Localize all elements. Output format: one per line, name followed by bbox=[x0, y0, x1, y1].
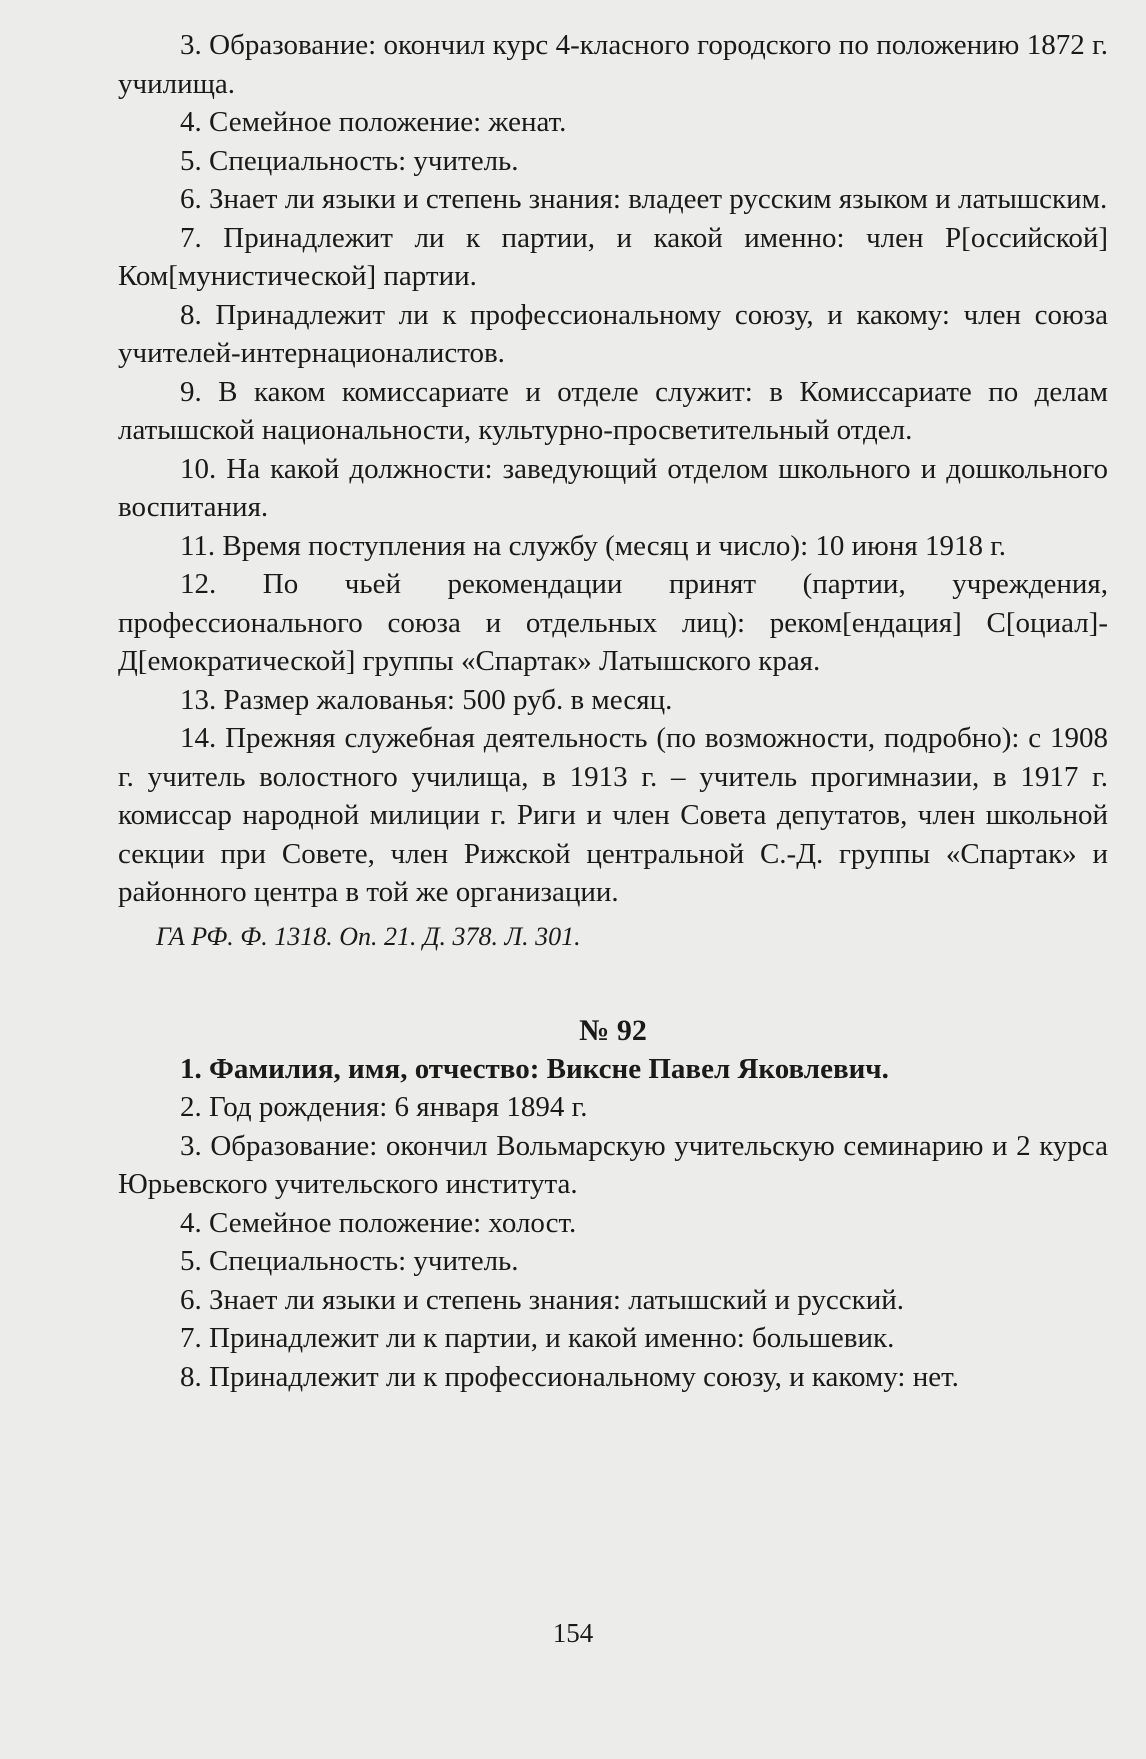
item-family-status: 4. Семейное положение: женат. bbox=[180, 106, 567, 138]
document-number: № 92 bbox=[579, 1013, 647, 1047]
record-next bbox=[118, 1012, 1108, 1397]
item-languages: 6. Знает ли языки и степень знания: латышский и русский. bbox=[180, 1283, 905, 1316]
item-start-date: 11. Время поступления на службу (месяц и число): 10 июня 1918 г. bbox=[180, 529, 1007, 562]
item-union: 8. Принадлежит ли к профессиональному союзу, и какому: нет. bbox=[180, 1360, 959, 1393]
item-position: 10. На какой должности: заведующий отделом школьного и дошкольного воспитания. bbox=[118, 452, 1108, 523]
item-education: 3. Образование: окончил курс 4-класного городского по положению 1872 г. училища. bbox=[118, 29, 1108, 100]
record-prev bbox=[118, 26, 1108, 956]
item-party: 7. Принадлежит ли к партии, и какой именно: большевик. bbox=[180, 1322, 895, 1354]
item-party: 7. Принадлежит ли к партии, и какой именно: член Р[оссийской] Ком[мунистической] партии. bbox=[118, 221, 1108, 292]
item-recommendation: 12. По чьей рекомендации принят (партии, учреждения, профессионального союза и отдельных лиц): реком[ендация] С[оциал]-Д[емократической] группы «Спартак» Латышского края. bbox=[118, 568, 1108, 677]
item-specialty: 5. Специальность: учитель. bbox=[180, 1245, 519, 1277]
item-salary: 13. Размер жалованья: 500 руб. в месяц. bbox=[180, 683, 673, 716]
item-union: 8. Принадлежит ли к профессиональному союзу, и какому: член союза учителей-интернационалистов. bbox=[118, 298, 1108, 369]
item-full-name: 1. Фамилия, имя, отчество: Виксне Павел Яковлевич. bbox=[180, 1052, 889, 1085]
item-birth-year: 2. Год рождения: 6 января 1894 г. bbox=[180, 1091, 588, 1123]
item-commissariat: 9. В каком комиссариате и отделе служит: в Комиссариате по делам латышской национальности, культурно-просветительный отдел. bbox=[118, 375, 1108, 446]
archive-source: ГА РФ. Ф. 1318. Оп. 21. Д. 378. Л. 301. bbox=[156, 921, 581, 951]
item-specialty: 5. Специальность: учитель. bbox=[180, 144, 519, 177]
item-languages: 6. Знает ли языки и степень знания: владеет русским языком и латышским. bbox=[180, 183, 1108, 215]
item-family-status: 4. Семейное положение: холост. bbox=[180, 1206, 577, 1239]
page-number: 154 bbox=[552, 1618, 594, 1648]
item-education: 3. Образование: окончил Вольмарскую учительскую семинарию и 2 курса Юрьевского учительского института. bbox=[118, 1129, 1108, 1200]
item-previous-service: 14. Прежняя служебная деятельность (по возможности, подробно): с 1908 г. учитель волостного училища, в 1913 г. – учитель прогимназии, в 1917 г. комиссар народной милиции г. Риги и член Совета депутатов, член школьной секции при Совете, член Рижской центральной С.-Д. группы «Спартак» и районного центра в той же организации. bbox=[118, 722, 1108, 908]
